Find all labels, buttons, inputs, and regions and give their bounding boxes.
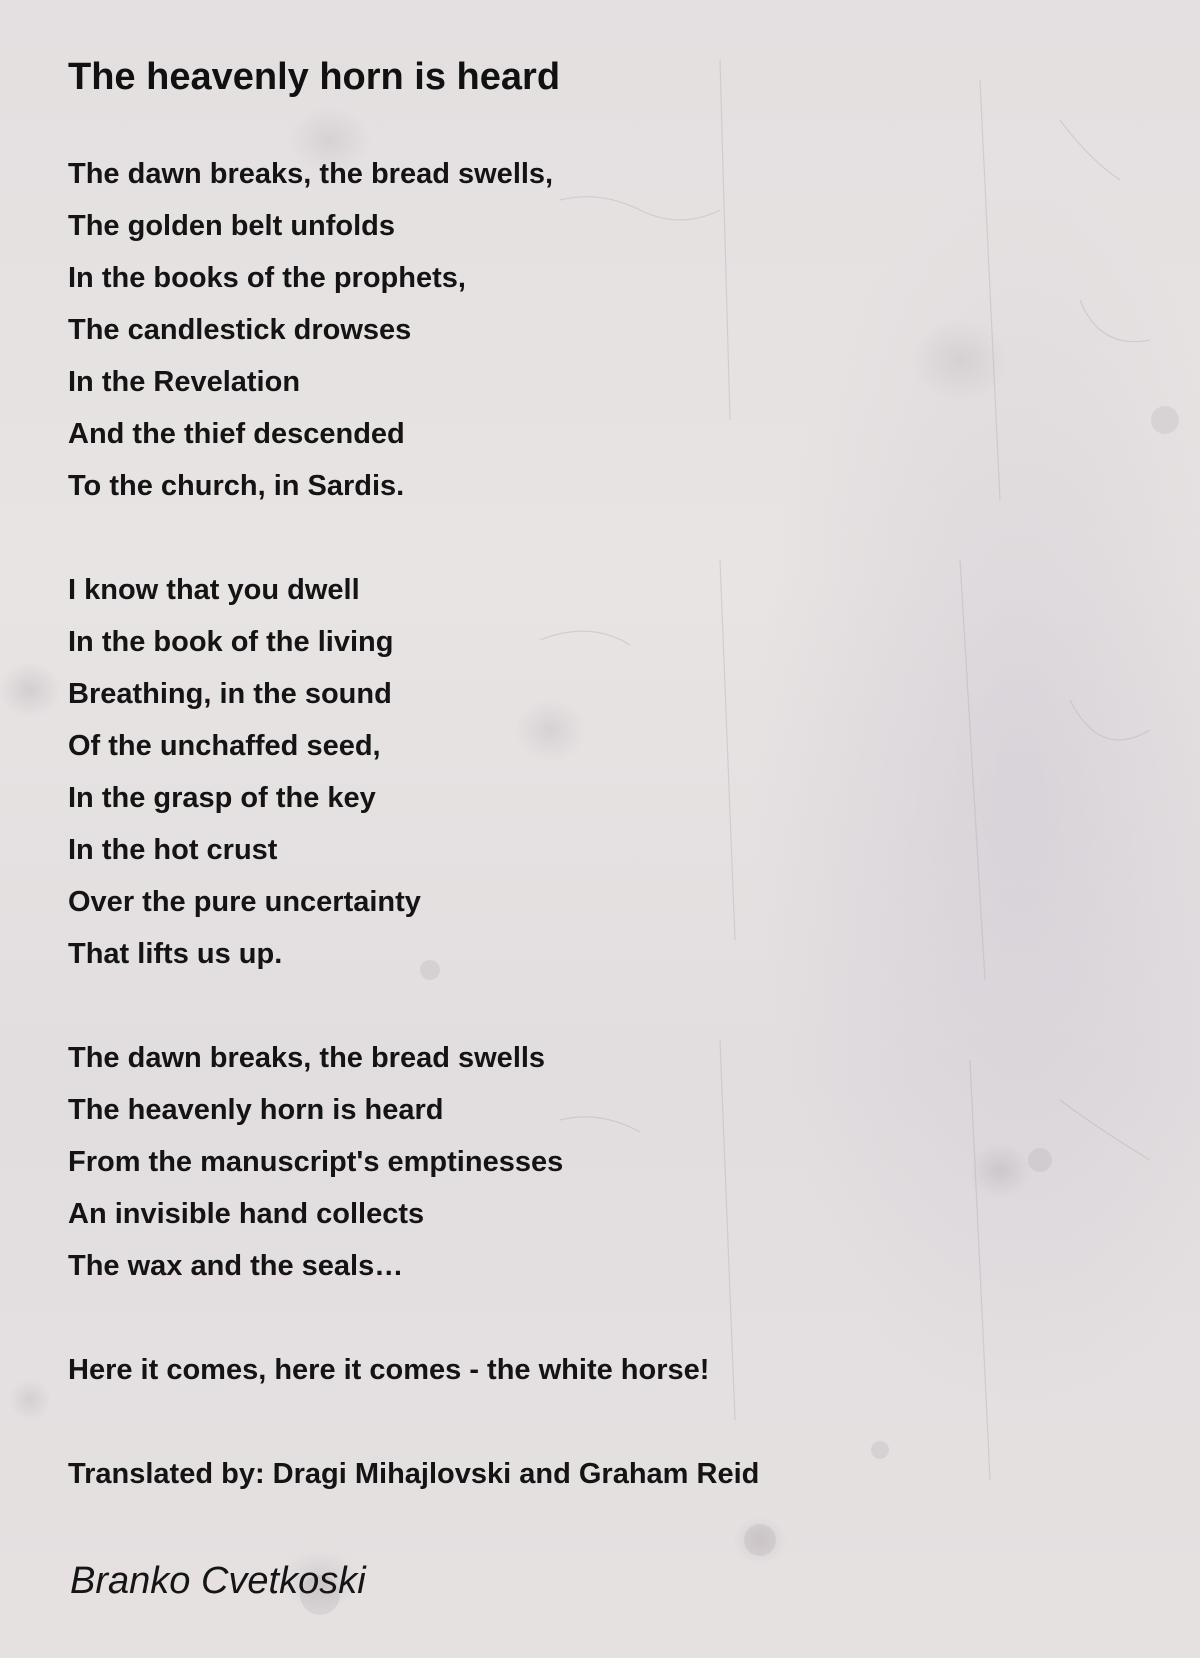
- stanza-4: [68, 1344, 1128, 1396]
- poem-line: In the hot crust: [68, 834, 278, 866]
- stanza-3: [68, 1032, 1128, 1292]
- poem-line: The heavenly horn is heard: [68, 1094, 444, 1126]
- poem-line: From the manuscript's emptinesses: [68, 1146, 564, 1178]
- poem-line: Over the pure uncertainty: [68, 886, 421, 918]
- poem-line: Of the unchaffed seed,: [68, 730, 381, 762]
- poem-line: Breathing, in the sound: [68, 678, 392, 710]
- poem-line: The golden belt unfolds: [68, 210, 396, 242]
- poem-title: The heavenly horn is heard: [68, 56, 561, 98]
- poem-line: That lifts us up.: [68, 938, 283, 970]
- poem-line: The candlestick drowses: [68, 314, 412, 346]
- stanza-2: [68, 564, 1128, 980]
- stanza-1: [68, 148, 1128, 512]
- poem-line: An invisible hand collects: [68, 1198, 425, 1230]
- poem-line: In the book of the living: [68, 626, 394, 658]
- poem-line: The dawn breaks, the bread swells,: [68, 158, 554, 190]
- translator-credit: [68, 1448, 1128, 1500]
- poem-line: Here it comes, here it comes - the white horse!: [68, 1354, 710, 1386]
- poem-line: In the Revelation: [68, 366, 301, 398]
- poem-line: In the books of the prophets,: [68, 262, 466, 294]
- poem-line: In the grasp of the key: [68, 782, 376, 814]
- poem-line: The dawn breaks, the bread swells: [68, 1042, 546, 1074]
- poem-line: The wax and the seals…: [68, 1250, 404, 1282]
- poem-line: And the thief descended: [68, 418, 405, 450]
- poem-line: To the church, in Sardis.: [68, 470, 405, 502]
- poem-line: I know that you dwell: [68, 574, 360, 606]
- translator-line: Translated by: Dragi Mihajlovski and Graham Reid: [68, 1458, 760, 1490]
- poem-author: Branko Cvetkoski: [70, 1560, 366, 1602]
- poem-body: [68, 148, 1128, 1552]
